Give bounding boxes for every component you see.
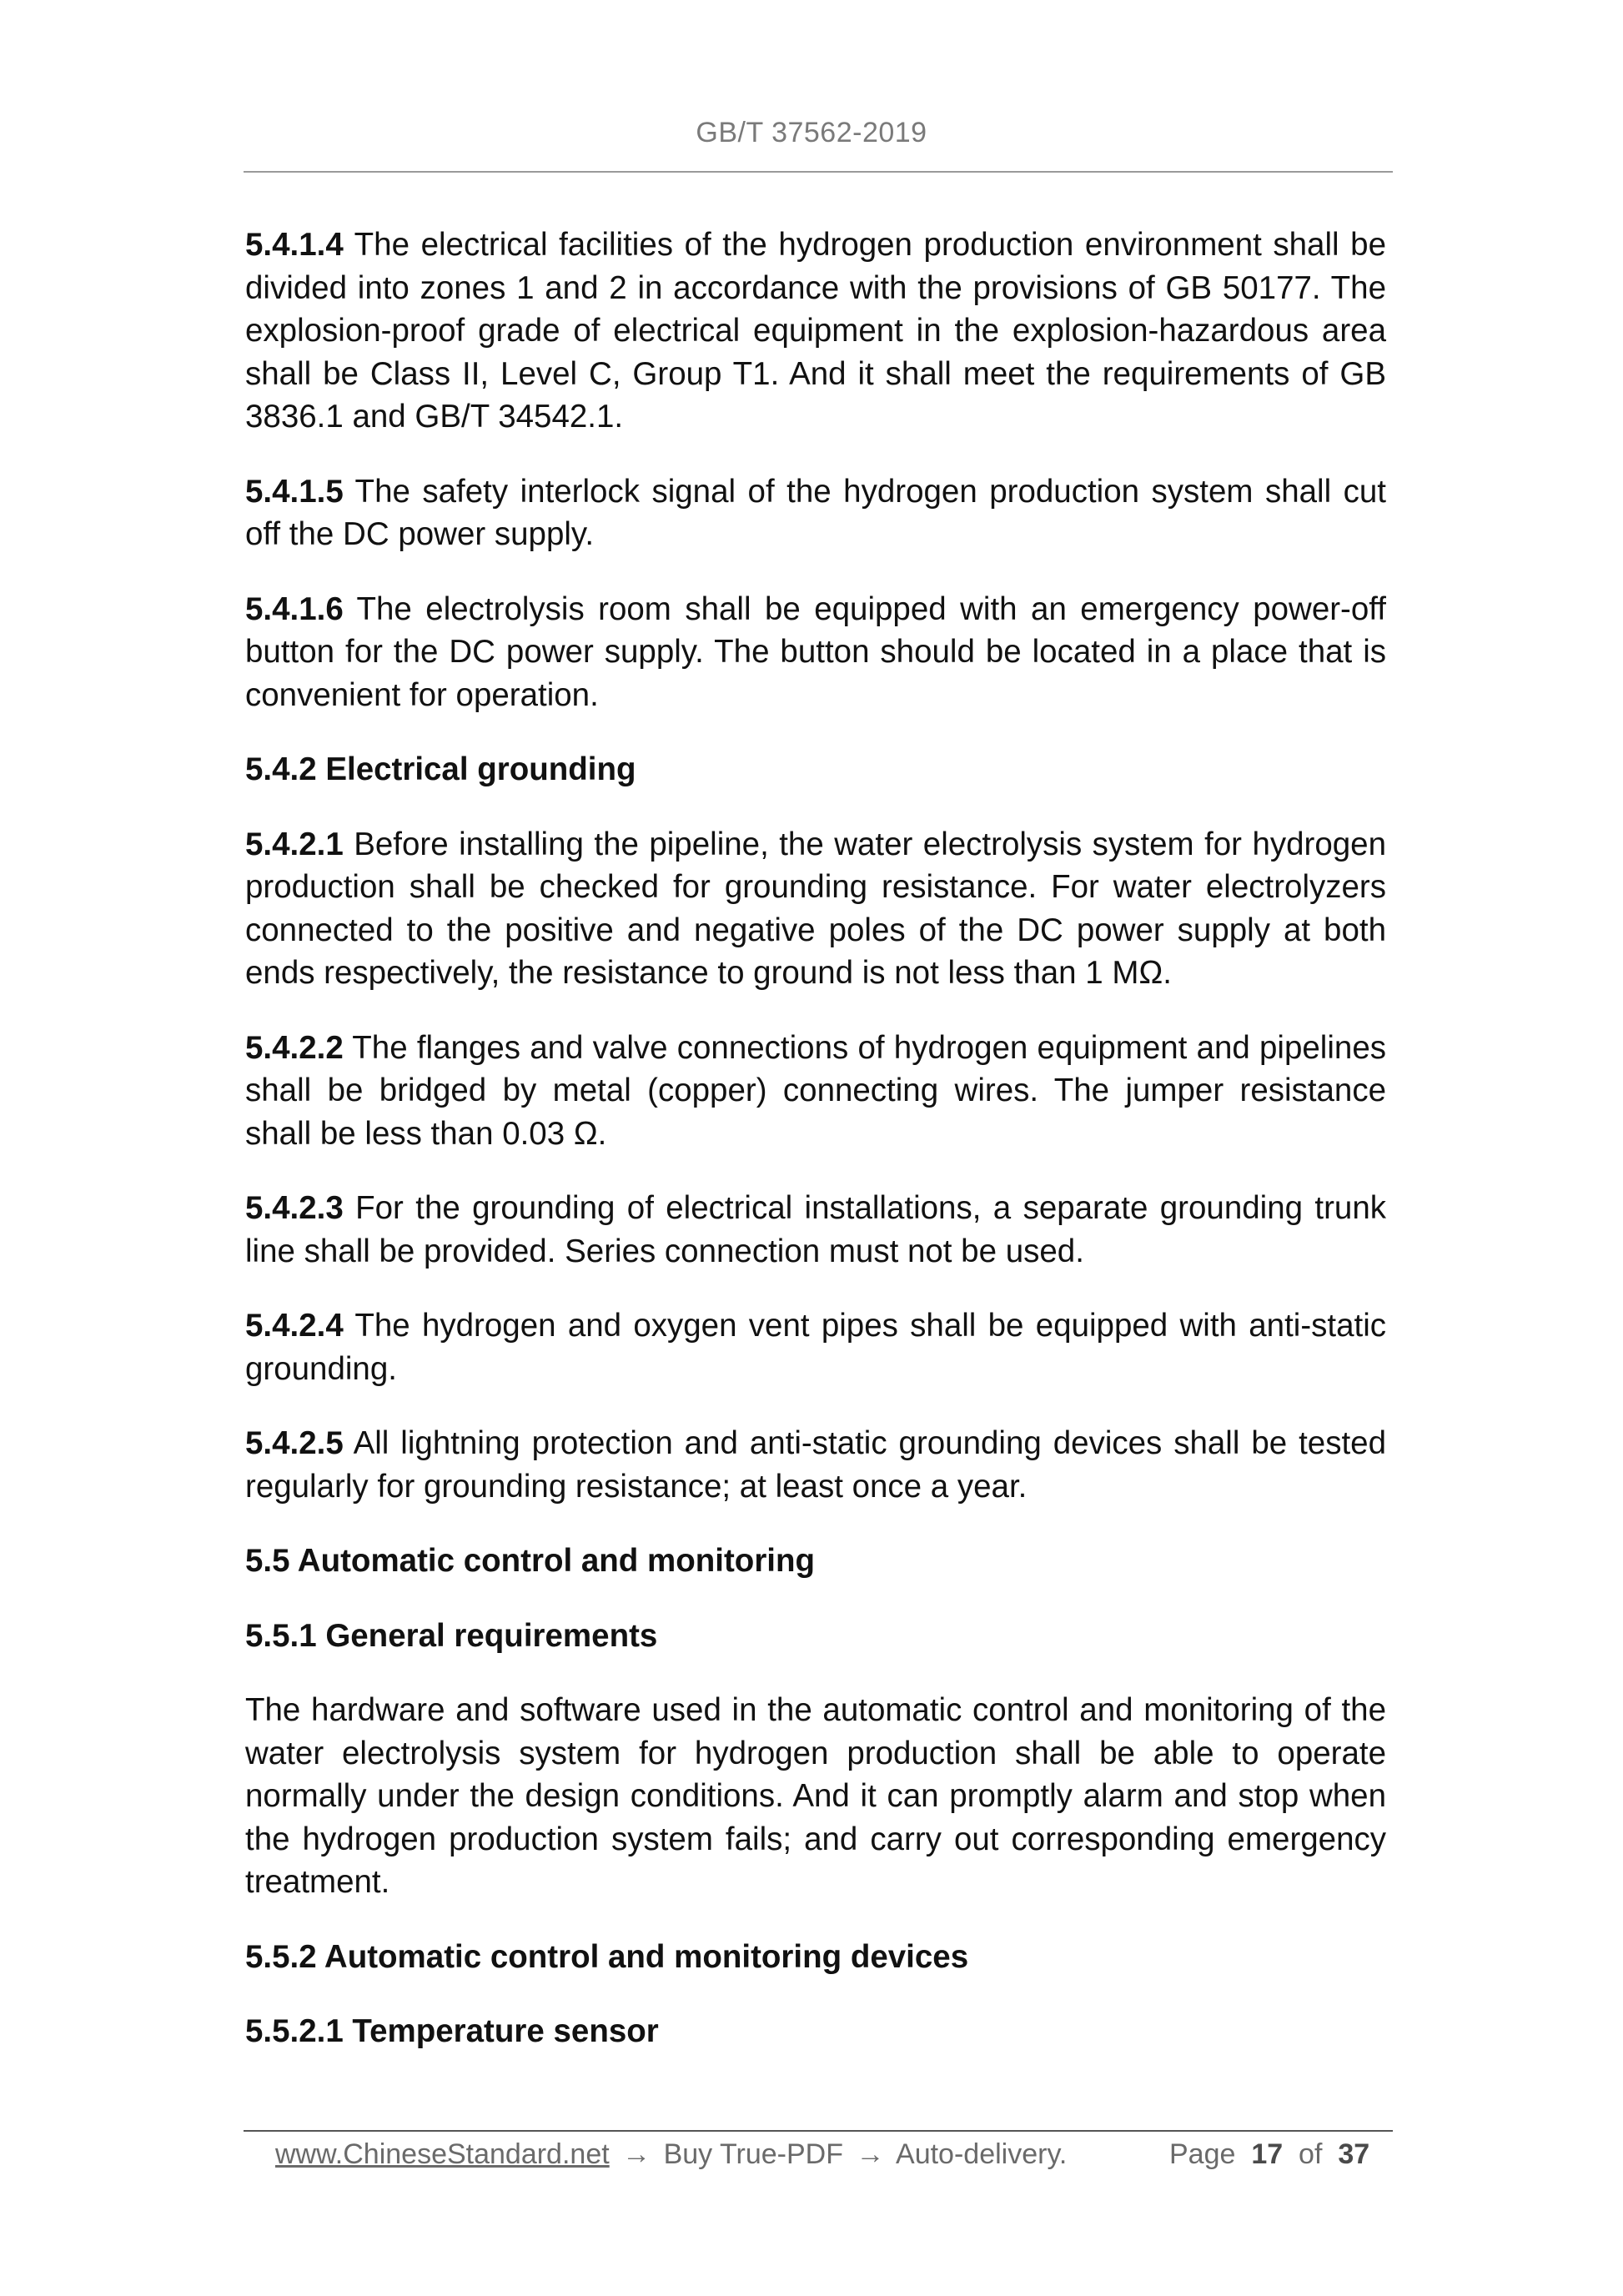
clause-text: The hydrogen and oxygen vent pipes shall be equipped with anti-static grounding.	[245, 1308, 1386, 1387]
page-body	[245, 224, 1386, 2085]
clause-number: 5.4.2.4	[245, 1308, 344, 1344]
page-total: 37	[1338, 2138, 1370, 2170]
clause-text: Before installing the pipeline, the water electrolysis system for hydrogen production shall be checked for grounding resistance. For water electrolyzers connected to the positive and negative poles of the DC power supply at both ends respectively, the resistance to ground is not less than 1 MΩ.	[245, 826, 1386, 991]
clause-text: The flanges and valve connections of hydrogen equipment and pipelines shall be bridged by metal (copper) connecting wires. The jumper resistance shall be less than 0.03 Ω.	[245, 1029, 1386, 1152]
auto-delivery-text: Auto-delivery.	[896, 2138, 1068, 2170]
page-indicator	[1169, 2136, 1369, 2173]
clause-number: 5.4.2.5	[245, 1425, 344, 1461]
footer-divider	[244, 2130, 1393, 2132]
clause-number: 5.4.2.3	[245, 1190, 344, 1226]
buy-true-pdf-text: Buy True-PDF	[663, 2138, 843, 2170]
clause-number: 5.4.1.4	[245, 227, 344, 263]
clause-text: All lightning protection and anti-static grounding devices shall be tested regularly for grounding resistance; at least once a year.	[245, 1425, 1386, 1505]
clause-5-4-2-2	[245, 1027, 1386, 1156]
of-label: of	[1299, 2138, 1323, 2170]
clause-number: 5.4.2.1	[245, 826, 344, 862]
clause-text: The electrical facilities of the hydrogen production environment shall be divided into zones 1 and 2 in accordance with the provisions of GB 50177. The explosion-proof grade of electrical equipment in the explosion-hazardous area shall be Class II, Level C, Group T1. And it shall meet the requirements of GB 3836.1 and GB/T 34542.1.	[245, 227, 1386, 435]
clause-5-4-2-1	[245, 823, 1386, 995]
clause-5-4-1-4	[245, 224, 1386, 439]
clause-text: The safety interlock signal of the hydrogen production system shall cut off the DC power supply.	[245, 473, 1386, 552]
document-code-header: GB/T 37562-2019	[696, 117, 927, 148]
clause-text: For the grounding of electrical installations, a separate grounding trunk line shall be provided. Series connection must not be used.	[245, 1190, 1386, 1269]
page-footer	[275, 2136, 1376, 2173]
clause-text: The electrolysis room shall be equipped with an emergency power-off button for the DC power supply. The button should be located in a place that is convenient for operation.	[245, 590, 1386, 713]
clause-5-4-2-5	[245, 1422, 1386, 1508]
header-divider	[244, 171, 1393, 173]
page-label: Page	[1169, 2138, 1236, 2170]
clause-number: 5.4.2.2	[245, 1029, 344, 1066]
arrow-right-icon: →	[622, 2138, 651, 2170]
clause-number: 5.4.1.5	[245, 473, 344, 510]
page-current: 17	[1251, 2138, 1284, 2170]
heading-5-4-2: 5.4.2 Electrical grounding	[245, 751, 636, 787]
clause-5-4-2-3	[245, 1187, 1386, 1273]
clause-5-4-1-6	[245, 588, 1386, 717]
site-link[interactable]: www.ChineseStandard.net	[275, 2138, 610, 2170]
arrow-right-icon: →	[856, 2138, 885, 2170]
heading-5-5-1: 5.5.1 General requirements	[245, 1617, 658, 1654]
clause-5-4-1-5	[245, 470, 1386, 556]
heading-5-5-2-1: 5.5.2.1 Temperature sensor	[245, 2013, 659, 2049]
heading-5-5: 5.5 Automatic control and monitoring	[245, 1543, 816, 1579]
clause-5-4-2-4	[245, 1304, 1386, 1390]
heading-5-5-2: 5.5.2 Automatic control and monitoring devices	[245, 1938, 969, 1975]
paragraph-5-5-1: The hardware and software used in the automatic control and monitoring of the water electrolysis system for hydrogen production shall be able to operate normally under the design conditions. And it can promptly alarm and stop when the hydrogen production system fails; and carry out corresponding emergency treatment.	[245, 1692, 1386, 1900]
clause-number: 5.4.1.6	[245, 590, 344, 627]
